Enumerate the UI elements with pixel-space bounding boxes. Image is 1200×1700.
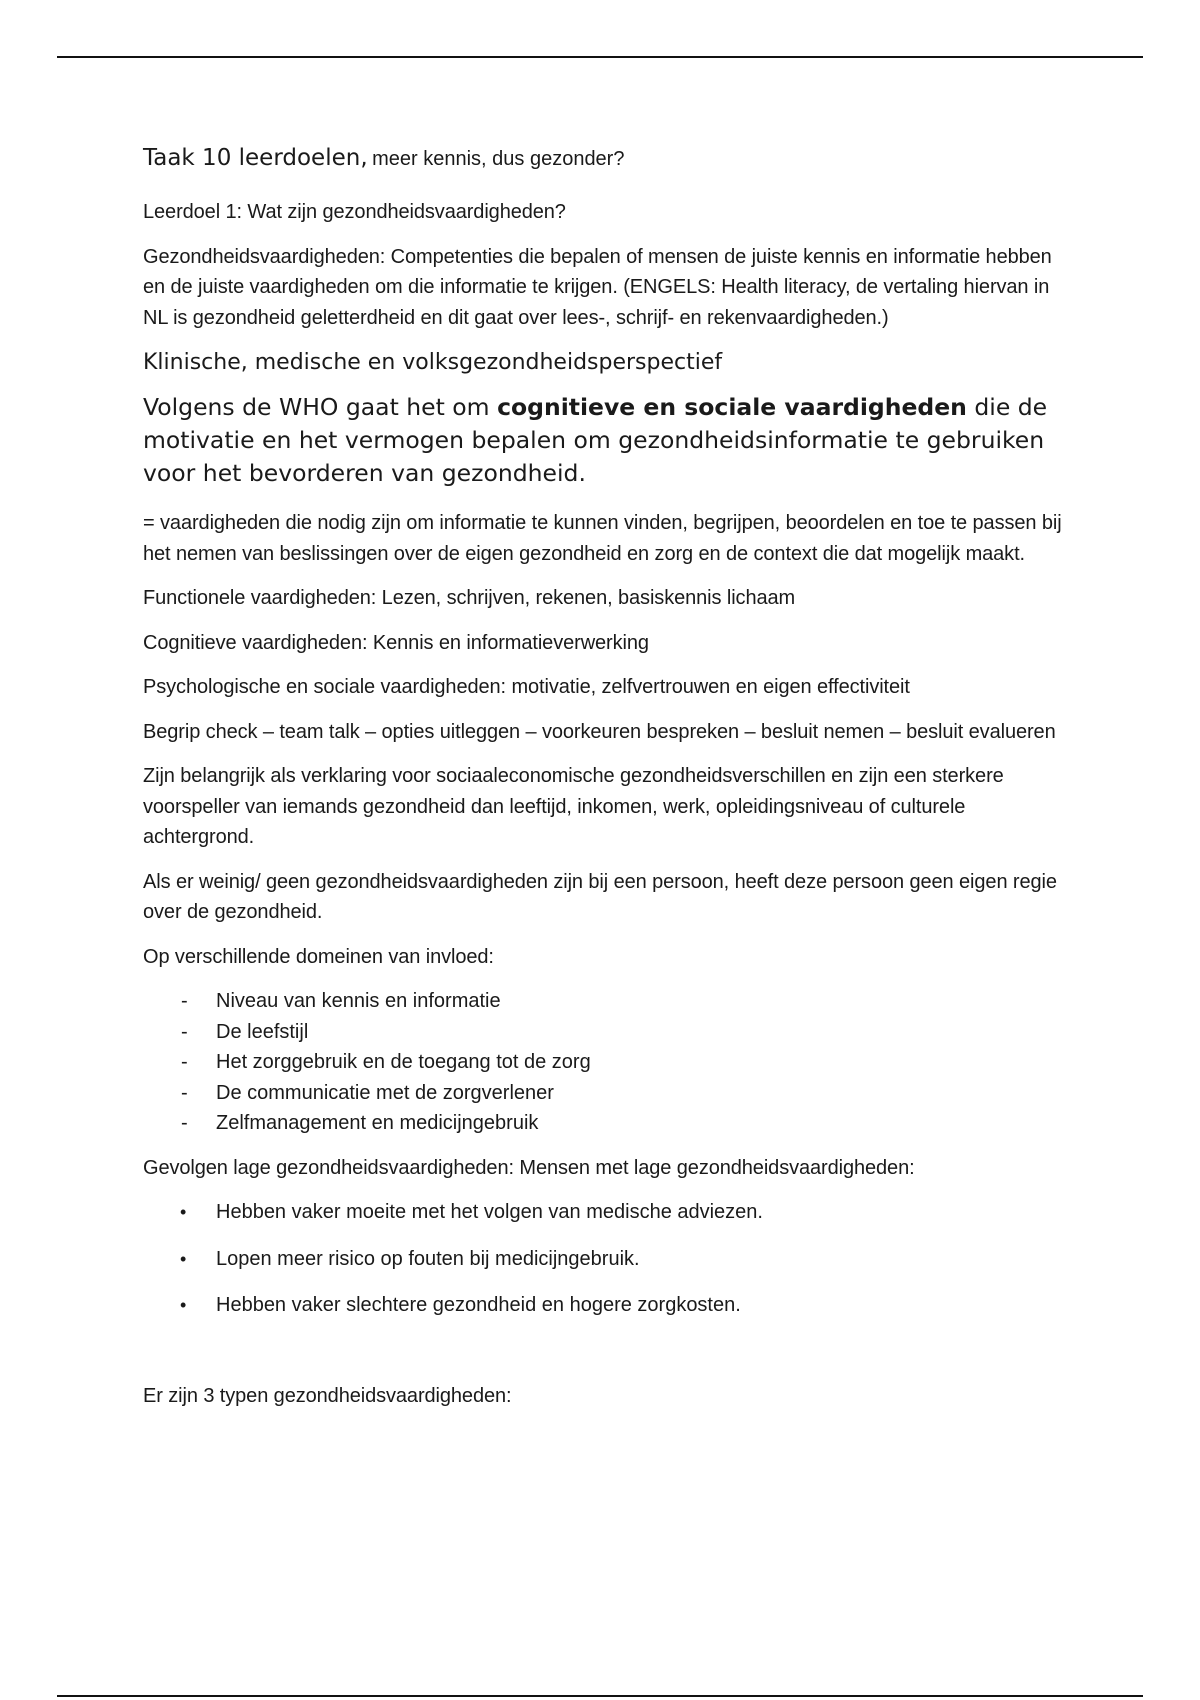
dash-marker: - xyxy=(181,1081,188,1104)
who-paragraph xyxy=(143,391,1073,490)
consequences-intro: Gevolgen lage gezondheidsvaardigheden: Mensen met lage gezondheidsvaardigheden: xyxy=(143,1156,915,1179)
functional-skills: Functionele vaardigheden: Lezen, schrijven, rekenen, basiskennis lichaam xyxy=(143,587,796,609)
header-rule xyxy=(57,56,1143,58)
list-item-text: Niveau van kennis en informatie xyxy=(216,990,501,1012)
who-after: die de motivatie en het vermogen bepalen om gezondheidsinformatie te gebruiken voor het bevorderen van gezondheid. xyxy=(143,393,1048,487)
dash-marker: - xyxy=(181,1020,188,1043)
list-item-text: Lopen meer risico op fouten bij medicijngebruik. xyxy=(216,1247,640,1270)
dash-marker: - xyxy=(181,990,188,1012)
bullet-marker: • xyxy=(180,1295,187,1315)
list-item-text: Zelfmanagement en medicijngebruik xyxy=(216,1112,539,1134)
list-item xyxy=(143,1197,1073,1228)
list-item xyxy=(143,1017,1073,1048)
list-item xyxy=(143,986,1073,1017)
equals-paragraph: = vaardigheden die nodig zijn om informatie te kunnen vinden, begrijpen, beoordelen en toe te passen bij het nemen van beslissingen over de eigen gezondheid en zorg en de context die dat mogelijk maakt. xyxy=(143,512,1062,565)
definition-paragraph: Gezondheidsvaardigheden: Competenties die bepalen of mensen de juiste kennis en informatie hebben en de juiste vaardigheden om die informatie te krijgen. (ENGELS: Health literacy, de vertaling hiervan in NL is gezondheid geletterdheid en dit gaat over lees-, schrijf- en rekenvaardigheden.) xyxy=(143,245,1052,329)
list-item-text: De communicatie met de zorgverlener xyxy=(216,1081,554,1104)
bullet-marker: • xyxy=(180,1202,187,1222)
list-item xyxy=(143,1290,1073,1321)
list-item-text: Hebben vaker slechtere gezondheid en hogere zorgkosten. xyxy=(216,1294,741,1316)
psychological-skills: Psychologische en sociale vaardigheden: motivatie, zelfvertrouwen en eigen effectiviteit xyxy=(143,676,910,698)
list-item xyxy=(143,1244,1073,1275)
who-before: Volgens de WHO gaat het om xyxy=(143,393,490,421)
dash-marker: - xyxy=(181,1112,188,1134)
spacer xyxy=(143,1337,1073,1381)
cognitive-skills: Cognitieve vaardigheden: Kennis en informatieverwerking xyxy=(143,631,649,654)
title-subtitle: meer kennis, dus gezonder? xyxy=(372,148,625,170)
title-main: Taak 10 leerdoelen, xyxy=(143,145,368,171)
list-item xyxy=(143,1047,1073,1078)
perspective-heading: Klinische, medische en volksgezondheidsperspectief xyxy=(143,350,723,375)
domains-list xyxy=(143,986,1073,1139)
document-page xyxy=(143,140,1073,1425)
domains-intro: Op verschillende domeinen van invloed: xyxy=(143,945,494,968)
bullet-marker: • xyxy=(180,1248,187,1269)
who-bold: cognitieve en sociale vaardigheden xyxy=(497,393,967,421)
document-title xyxy=(143,140,1073,179)
list-item-text: Hebben vaker moeite met het volgen van medische adviezen. xyxy=(216,1201,763,1223)
types-intro: Er zijn 3 typen gezondheidsvaardigheden: xyxy=(143,1384,512,1407)
consequences-list xyxy=(143,1197,1073,1321)
decision-steps: Begrip check – team talk – opties uitleggen – voorkeuren bespreken – besluit nemen – besluit evalueren xyxy=(143,720,1056,743)
importance-paragraph: Zijn belangrijk als verklaring voor sociaaleconomische gezondheidsverschillen en zijn een sterkere voorspeller van iemands gezondheid dan leeftijd, inkomen, werk, opleidingsniveau of culturele achtergrond. xyxy=(143,765,1004,848)
list-item-text: Het zorggebruik en de toegang tot de zorg xyxy=(216,1051,591,1073)
list-item xyxy=(143,1078,1073,1109)
footer-rule xyxy=(57,1695,1143,1697)
list-item xyxy=(143,1108,1073,1139)
regie-paragraph: Als er weinig/ geen gezondheidsvaardigheden zijn bij een persoon, heeft deze persoon geen eigen regie over de gezondheid. xyxy=(143,870,1057,923)
list-item-text: De leefstijl xyxy=(216,1020,309,1043)
dash-marker: - xyxy=(181,1051,188,1073)
leerdoel-heading: Leerdoel 1: Wat zijn gezondheidsvaardigheden? xyxy=(143,201,566,223)
